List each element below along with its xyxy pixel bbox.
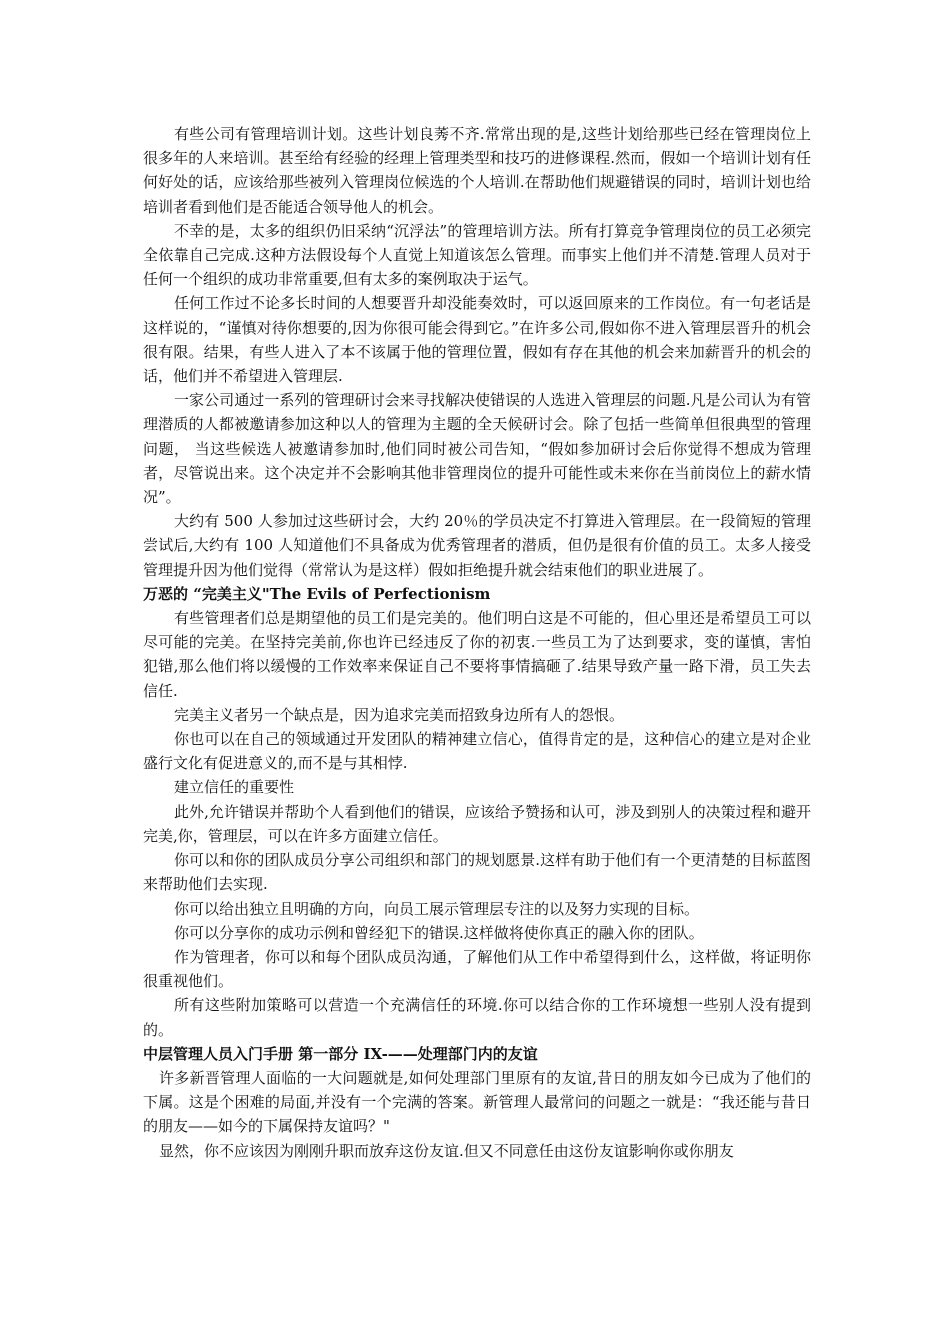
paragraph-keep-friendship: 显然，你不应该因为刚刚升职而放弃这份友谊.但又不同意任由这份友谊影响你或你朋友	[159, 1141, 734, 1160]
heading-handling-friendships: 中层管理人员入门手册 第一部分 IX-——处理部门内的友谊	[143, 1044, 538, 1063]
paragraph-return-to-job: 任何工作过不论多长时间的人想要晋升却没能奏效时，可以返回原来的工作岗位。有一句老话是这样说的，“谨慎对待你想要的,因为你很可能会得到它。”在许多公司,假如你不进入管理层晋升的机会很有限。结果，有些人进入了本不该属于他的管理位置，假如有存在其他的机会来加薪晋升的机会的话，他们并不希望进入管理层.	[143, 294, 811, 386]
document-page	[143, 122, 811, 1163]
paragraph-share-success: 你可以分享你的成功示例和曾经犯下的错误.这样做将使你真正的融入你的团队。	[174, 923, 704, 942]
paragraph-seminars: 一家公司通过一系列的管理研讨会来寻找解决使错误的人选进入管理层的问题.凡是公司认为有管理潜质的人都被邀请参加这种以人的管理为主题的全天候研讨会。除了包括一些简单但很典型的管理问题， 当这些候选人被邀请参加时,他们同时被公司告知，“假如参加研讨会后你觉得不想成为管理者，尽管说出来。这个决定并不会影响其他非管理岗位的提升可能性或未来你在当前岗位上的薪水情况”。	[143, 391, 811, 507]
paragraph-trust-environment: 所有这些附加策略可以营造一个充满信任的环境.你可以结合你的工作环境想一些别人没有提到的。	[143, 996, 811, 1039]
paragraph-perfectionist-drawback: 完美主义者另一个缺点是，因为追求完美而招致身边所有人的怨恨。	[174, 705, 625, 724]
heading-evils-of-perfectionism: 万恶的 “完美主义"The Evils of Perfectionism	[143, 584, 491, 603]
paragraph-communicate: 作为管理者，你可以和每个团队成员沟通，了解他们从工作中希望得到什么，这样做，将证明你很重视他们。	[143, 947, 811, 991]
paragraph-perfect-employees: 有些管理者们总是期望他的员工们是完美的。他们明白这是不可能的，但心里还是希望员工可以尽可能的完美。在坚持完美前,你也许已经违反了你的初衷.一些员工为了达到要求，变的谨慎，害怕犯错,那么他们将以缓慢的工作效率来保证自己不要将事情搞砸了.结果导致产量一路下滑，员工失去信任.	[143, 609, 811, 700]
paragraph-clear-direction: 你可以给出独立且明确的方向，向员工展示管理层专注的以及努力实现的目标。	[174, 899, 700, 918]
paragraph-allow-mistakes: 此外,允许错误并帮助个人看到他们的错误，应该给予赞扬和认可，涉及到别人的决策过程和避开完美,你，管理层，可以在许多方面建立信任。	[143, 802, 811, 845]
paragraph-training-plans: 有些公司有管理培训计划。这些计划良莠不齐.常常出现的是,这些计划给那些已经在管理岗位上很多年的人来培训。甚至给有经验的经理上管理类型和技巧的进修课程.然而，假如一个培训计划有任何好处的话，应该给那些被列入管理岗位候选的个人培训.在帮助他们规避错误的同时，培训计划也给培训者看到他们是否能适合领导他人的机会。	[143, 125, 811, 216]
paragraph-seminar-results: 大约有 500 人参加过这些研讨会，大约 20％的学员决定不打算进入管理层。在一段简短的管理尝试后,大约有 100 人知道他们不具备成为优秀管理者的潜质，但仍是很有价值的员工。太多人接受管理提升因为他们觉得（常常认为是这样）假如拒绝提升就会结束他们的职业进展了。	[143, 512, 811, 579]
paragraph-share-vision: 你可以和你的团队成员分享公司组织和部门的规划愿景.这样有助于他们有一个更清楚的目标蓝图来帮助他们去实现.	[143, 851, 811, 894]
paragraph-sink-or-swim: 不幸的是，太多的组织仍旧采纳“沉浮法”的管理培训方法。所有打算竞争管理岗位的员工必须完全依靠自己完成.这种方法假设每个人直觉上知道该怎么管理。而事实上他们并不清楚.管理人员对于任何一个组织的成功非常重要,但有太多的案例取决于运气。	[143, 221, 811, 289]
paragraph-friendship-problem: 许多新晋管理人面临的一大问题就是,如何处理部门里原有的友谊,昔日的朋友如今已成为了他们的下属。这是个困难的局面,并没有一个完满的答案。新管理人最常问的问题之一就是：“我还能与昔日的朋友——如今的下属保持友谊吗？"	[143, 1068, 811, 1136]
paragraph-team-spirit: 你也可以在自己的领域通过开发团队的精神建立信心，值得肯定的是，这种信心的建立是对企业盛行文化有促进意义的,而不是与其相悖.	[143, 730, 811, 773]
subheading-importance-of-trust: 建立信任的重要性	[174, 778, 295, 797]
